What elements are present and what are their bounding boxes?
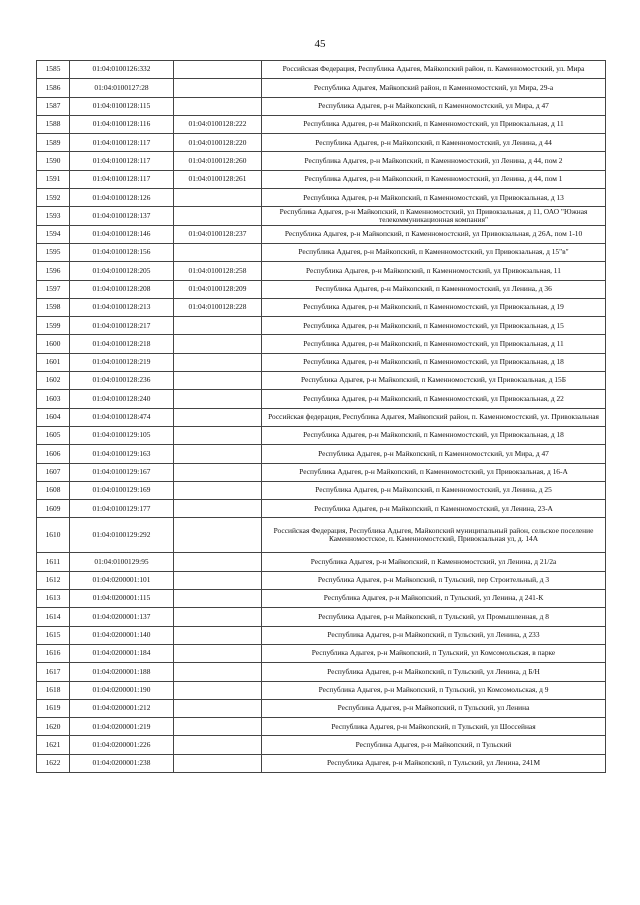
row-number-cell: 1594 <box>37 225 70 243</box>
row-number-cell: 1595 <box>37 243 70 261</box>
row-number-cell: 1601 <box>37 353 70 371</box>
row-number-cell: 1597 <box>37 280 70 298</box>
row-number-cell: 1621 <box>37 736 70 754</box>
address-cell: Республика Адыгея, Майкопский район, п Каменномостский, ул Мира, 29-а <box>262 79 606 97</box>
related-cadastral-number-cell <box>174 518 262 553</box>
row-number-cell: 1617 <box>37 663 70 681</box>
cadastral-number-cell: 01:04:0100128:156 <box>70 243 174 261</box>
table-row <box>37 553 606 571</box>
row-number-cell: 1589 <box>37 134 70 152</box>
address-cell: Республика Адыгея, р-н Майкопский, п Каменномостский, ул Привокзальная, д 13 <box>262 189 606 207</box>
table-row <box>37 663 606 681</box>
cadastral-number-cell: 01:04:0100129:105 <box>70 426 174 444</box>
row-number-cell: 1602 <box>37 372 70 390</box>
cadastral-number-cell: 01:04:0100128:117 <box>70 152 174 170</box>
cadastral-number-cell: 01:04:0100128:115 <box>70 97 174 115</box>
row-number-cell: 1604 <box>37 408 70 426</box>
related-cadastral-number-cell <box>174 718 262 736</box>
row-number-cell: 1590 <box>37 152 70 170</box>
related-cadastral-number-cell <box>174 97 262 115</box>
related-cadastral-number-cell: 01:04:0100128:228 <box>174 298 262 316</box>
row-number-cell: 1614 <box>37 608 70 626</box>
related-cadastral-number-cell <box>174 736 262 754</box>
table-row <box>37 97 606 115</box>
table-row <box>37 754 606 772</box>
related-cadastral-number-cell <box>174 61 262 79</box>
row-number-cell: 1603 <box>37 390 70 408</box>
table-row <box>37 718 606 736</box>
cadastral-number-cell: 01:04:0200001:184 <box>70 644 174 662</box>
row-number-cell: 1598 <box>37 298 70 316</box>
table-row <box>37 481 606 499</box>
row-number-cell: 1592 <box>37 189 70 207</box>
table-row <box>37 225 606 243</box>
address-cell: Республика Адыгея, р-н Майкопский, п Каменномостский, ул Привокзальная, д 19 <box>262 298 606 316</box>
row-number-cell: 1619 <box>37 699 70 717</box>
cadastral-number-cell: 01:04:0100128:146 <box>70 225 174 243</box>
address-cell: Республика Адыгея, р-н Майкопский, п Тульский, ул Комсомольская, д 9 <box>262 681 606 699</box>
row-number-cell: 1607 <box>37 463 70 481</box>
address-cell: Республика Адыгея, р-н Майкопский, п Каменномостский, ул Ленина, д 44, пом 1 <box>262 170 606 188</box>
related-cadastral-number-cell: 01:04:0100128:237 <box>174 225 262 243</box>
address-cell: Республика Адыгея, р-н Майкопский, п Каменномостский, ул Привокзальная, д 22 <box>262 390 606 408</box>
table-row <box>37 353 606 371</box>
registry-table <box>36 60 606 773</box>
address-cell: Республика Адыгея, р-н Майкопский, п Тульский, ул Ленина, д Б/Н <box>262 663 606 681</box>
address-cell: Республика Адыгея, р-н Майкопский, п Каменномостский, ул Привокзальная, 11 <box>262 262 606 280</box>
cadastral-number-cell: 01:04:0100126:332 <box>70 61 174 79</box>
table-row <box>37 335 606 353</box>
address-cell: Республика Адыгея, р-н Майкопский, п Каменномостский, ул Привокзальная, д 11, ОАО "Южная телекоммуникационная компания" <box>262 207 606 225</box>
row-number-cell: 1622 <box>37 754 70 772</box>
related-cadastral-number-cell <box>174 79 262 97</box>
related-cadastral-number-cell <box>174 571 262 589</box>
related-cadastral-number-cell <box>174 243 262 261</box>
cadastral-number-cell: 01:04:0100128:219 <box>70 353 174 371</box>
table-row <box>37 170 606 188</box>
cadastral-number-cell: 01:04:0100127:28 <box>70 79 174 97</box>
row-number-cell: 1610 <box>37 518 70 553</box>
row-number-cell: 1618 <box>37 681 70 699</box>
cadastral-number-cell: 01:04:0100128:240 <box>70 390 174 408</box>
row-number-cell: 1593 <box>37 207 70 225</box>
address-cell: Республика Адыгея, р-н Майкопский, п Тульский, ул Ленина, д 241-К <box>262 590 606 608</box>
table-row <box>37 61 606 79</box>
related-cadastral-number-cell <box>174 445 262 463</box>
cadastral-number-cell: 01:04:0100128:126 <box>70 189 174 207</box>
cadastral-number-cell: 01:04:0100129:167 <box>70 463 174 481</box>
row-number-cell: 1591 <box>37 170 70 188</box>
address-cell: Республика Адыгея, р-н Майкопский, п Каменномостский, ул Мира, д 47 <box>262 97 606 115</box>
cadastral-number-cell: 01:04:0200001:190 <box>70 681 174 699</box>
address-cell: Республика Адыгея, р-н Майкопский, п Каменномостский, ул Привокзальная, д 26А, пом 1-10 <box>262 225 606 243</box>
related-cadastral-number-cell <box>174 500 262 518</box>
address-cell: Республика Адыгея, р-н Майкопский, п Каменномостский, ул Привокзальная, д 15 <box>262 317 606 335</box>
row-number-cell: 1586 <box>37 79 70 97</box>
row-number-cell: 1596 <box>37 262 70 280</box>
table-row <box>37 736 606 754</box>
row-number-cell: 1585 <box>37 61 70 79</box>
address-cell: Республика Адыгея, р-н Майкопский, п Каменномостский, ул Привокзальная, д 15Б <box>262 372 606 390</box>
row-number-cell: 1612 <box>37 571 70 589</box>
address-cell: Республика Адыгея, р-н Майкопский, п Каменномостский, ул Ленина, д 44, пом 2 <box>262 152 606 170</box>
row-number-cell: 1613 <box>37 590 70 608</box>
table-row <box>37 134 606 152</box>
related-cadastral-number-cell <box>174 463 262 481</box>
table-row <box>37 426 606 444</box>
table-row <box>37 152 606 170</box>
related-cadastral-number-cell <box>174 553 262 571</box>
address-cell: Республика Адыгея, р-н Майкопский, п Тульский, ул Промышленная, д 8 <box>262 608 606 626</box>
table-row <box>37 500 606 518</box>
table-row <box>37 207 606 225</box>
address-cell: Республика Адыгея, р-н Майкопский, п Тульский, пер Строительный, д 3 <box>262 571 606 589</box>
cadastral-number-cell: 01:04:0100128:218 <box>70 335 174 353</box>
related-cadastral-number-cell <box>174 390 262 408</box>
cadastral-number-cell: 01:04:0100128:137 <box>70 207 174 225</box>
cadastral-number-cell: 01:04:0100128:217 <box>70 317 174 335</box>
address-cell: Республика Адыгея, р-н Майкопский, п Каменномостский, ул Привокзальная, д 18 <box>262 426 606 444</box>
address-cell: Республика Адыгея, р-н Майкопский, п Каменномостский, ул Привокзальная, д 15"в" <box>262 243 606 261</box>
address-cell: Республика Адыгея, р-н Майкопский, п Каменномостский, ул Привокзальная, д 11 <box>262 335 606 353</box>
related-cadastral-number-cell <box>174 207 262 225</box>
row-number-cell: 1615 <box>37 626 70 644</box>
related-cadastral-number-cell <box>174 189 262 207</box>
related-cadastral-number-cell <box>174 335 262 353</box>
table-row <box>37 298 606 316</box>
cadastral-number-cell: 01:04:0200001:140 <box>70 626 174 644</box>
address-cell: Республика Адыгея, р-н Майкопский, п Тульский, ул Ленина, 241М <box>262 754 606 772</box>
related-cadastral-number-cell <box>174 426 262 444</box>
cadastral-number-cell: 01:04:0100128:205 <box>70 262 174 280</box>
table-row <box>37 115 606 133</box>
cadastral-number-cell: 01:04:0100128:117 <box>70 170 174 188</box>
address-cell: Республика Адыгея, р-н Майкопский, п Тульский, ул Шоссейная <box>262 718 606 736</box>
related-cadastral-number-cell <box>174 353 262 371</box>
table-row <box>37 317 606 335</box>
cadastral-number-cell: 01:04:0100129:95 <box>70 553 174 571</box>
related-cadastral-number-cell <box>174 626 262 644</box>
table-row <box>37 626 606 644</box>
table-row <box>37 681 606 699</box>
related-cadastral-number-cell <box>174 699 262 717</box>
cadastral-number-cell: 01:04:0100128:236 <box>70 372 174 390</box>
row-number-cell: 1606 <box>37 445 70 463</box>
related-cadastral-number-cell <box>174 481 262 499</box>
row-number-cell: 1600 <box>37 335 70 353</box>
cadastral-number-cell: 01:04:0100129:169 <box>70 481 174 499</box>
address-cell: Российская федерация, Республика Адыгея, Майкопский район, п. Каменномостский, ул. Привокзальная <box>262 408 606 426</box>
cadastral-number-cell: 01:04:0100128:117 <box>70 134 174 152</box>
cadastral-number-cell: 01:04:0100129:163 <box>70 445 174 463</box>
cadastral-number-cell: 01:04:0200001:238 <box>70 754 174 772</box>
address-cell: Республика Адыгея, р-н Майкопский, п Каменномостский, ул Ленина, д 36 <box>262 280 606 298</box>
row-number-cell: 1611 <box>37 553 70 571</box>
related-cadastral-number-cell: 01:04:0100128:261 <box>174 170 262 188</box>
row-number-cell: 1609 <box>37 500 70 518</box>
address-cell: Республика Адыгея, р-н Майкопский, п Каменномостский, ул Ленина, д 25 <box>262 481 606 499</box>
table-row <box>37 189 606 207</box>
related-cadastral-number-cell <box>174 644 262 662</box>
cadastral-number-cell: 01:04:0100129:177 <box>70 500 174 518</box>
table-row <box>37 390 606 408</box>
address-cell: Республика Адыгея, р-н Майкопский, п Каменномостский, ул Ленина, д 21/2а <box>262 553 606 571</box>
cadastral-number-cell: 01:04:0200001:212 <box>70 699 174 717</box>
cadastral-number-cell: 01:04:0100128:208 <box>70 280 174 298</box>
table-row <box>37 590 606 608</box>
address-cell: Республика Адыгея, р-н Майкопский, п Каменномостский, ул Привокзальная, д 16-А <box>262 463 606 481</box>
row-number-cell: 1605 <box>37 426 70 444</box>
related-cadastral-number-cell <box>174 372 262 390</box>
related-cadastral-number-cell <box>174 608 262 626</box>
table-row <box>37 262 606 280</box>
table-row <box>37 644 606 662</box>
address-cell: Республика Адыгея, р-н Майкопский, п Тульский, ул Комсомольская, в парке <box>262 644 606 662</box>
address-cell: Республика Адыгея, р-н Майкопский, п Каменномостский, ул Привокзальная, д 18 <box>262 353 606 371</box>
row-number-cell: 1616 <box>37 644 70 662</box>
related-cadastral-number-cell <box>174 754 262 772</box>
registry-table-body <box>37 61 606 773</box>
row-number-cell: 1608 <box>37 481 70 499</box>
table-row <box>37 608 606 626</box>
related-cadastral-number-cell: 01:04:0100128:260 <box>174 152 262 170</box>
related-cadastral-number-cell <box>174 317 262 335</box>
address-cell: Российская Федерация, Республика Адыгея, Майкопский муниципальный район, сельское поселение Каменномостское, п. Каменномостский, Привокзальная ул, д. 14А <box>262 518 606 553</box>
address-cell: Российская Федерация, Республика Адыгея, Майкопский район, п. Каменномостский, ул. Мира <box>262 61 606 79</box>
cadastral-number-cell: 01:04:0200001:226 <box>70 736 174 754</box>
table-row <box>37 571 606 589</box>
address-cell: Республика Адыгея, р-н Майкопский, п Тульский <box>262 736 606 754</box>
related-cadastral-number-cell: 01:04:0100128:220 <box>174 134 262 152</box>
row-number-cell: 1587 <box>37 97 70 115</box>
table-row <box>37 699 606 717</box>
table-row <box>37 408 606 426</box>
page-number: 45 <box>314 38 326 50</box>
cadastral-number-cell: 01:04:0100128:116 <box>70 115 174 133</box>
address-cell: Республика Адыгея, р-н Майкопский, п Тульский, ул Ленина, д 233 <box>262 626 606 644</box>
cadastral-number-cell: 01:04:0200001:115 <box>70 590 174 608</box>
related-cadastral-number-cell <box>174 590 262 608</box>
table-row <box>37 518 606 553</box>
table-row <box>37 445 606 463</box>
cadastral-number-cell: 01:04:0200001:101 <box>70 571 174 589</box>
row-number-cell: 1599 <box>37 317 70 335</box>
address-cell: Республика Адыгея, р-н Майкопский, п Каменномостский, ул Мира, д 47 <box>262 445 606 463</box>
cadastral-number-cell: 01:04:0100128:474 <box>70 408 174 426</box>
cadastral-number-cell: 01:04:0100128:213 <box>70 298 174 316</box>
table-row <box>37 372 606 390</box>
related-cadastral-number-cell: 01:04:0100128:209 <box>174 280 262 298</box>
table-row <box>37 243 606 261</box>
cadastral-number-cell: 01:04:0100129:292 <box>70 518 174 553</box>
cadastral-number-cell: 01:04:0200001:188 <box>70 663 174 681</box>
address-cell: Республика Адыгея, р-н Майкопский, п Каменномостский, ул Привокзальная, д 11 <box>262 115 606 133</box>
address-cell: Республика Адыгея, р-н Майкопский, п Тульский, ул Ленина <box>262 699 606 717</box>
cadastral-number-cell: 01:04:0200001:137 <box>70 608 174 626</box>
table-row <box>37 463 606 481</box>
cadastral-number-cell: 01:04:0200001:219 <box>70 718 174 736</box>
row-number-cell: 1588 <box>37 115 70 133</box>
related-cadastral-number-cell <box>174 663 262 681</box>
table-row <box>37 280 606 298</box>
row-number-cell: 1620 <box>37 718 70 736</box>
related-cadastral-number-cell <box>174 408 262 426</box>
address-cell: Республика Адыгея, р-н Майкопский, п Каменномостский, ул Ленина, д 44 <box>262 134 606 152</box>
related-cadastral-number-cell: 01:04:0100128:222 <box>174 115 262 133</box>
address-cell: Республика Адыгея, р-н Майкопский, п Каменномостский, ул Ленина, 23-А <box>262 500 606 518</box>
related-cadastral-number-cell <box>174 681 262 699</box>
table-row <box>37 79 606 97</box>
related-cadastral-number-cell: 01:04:0100128:258 <box>174 262 262 280</box>
